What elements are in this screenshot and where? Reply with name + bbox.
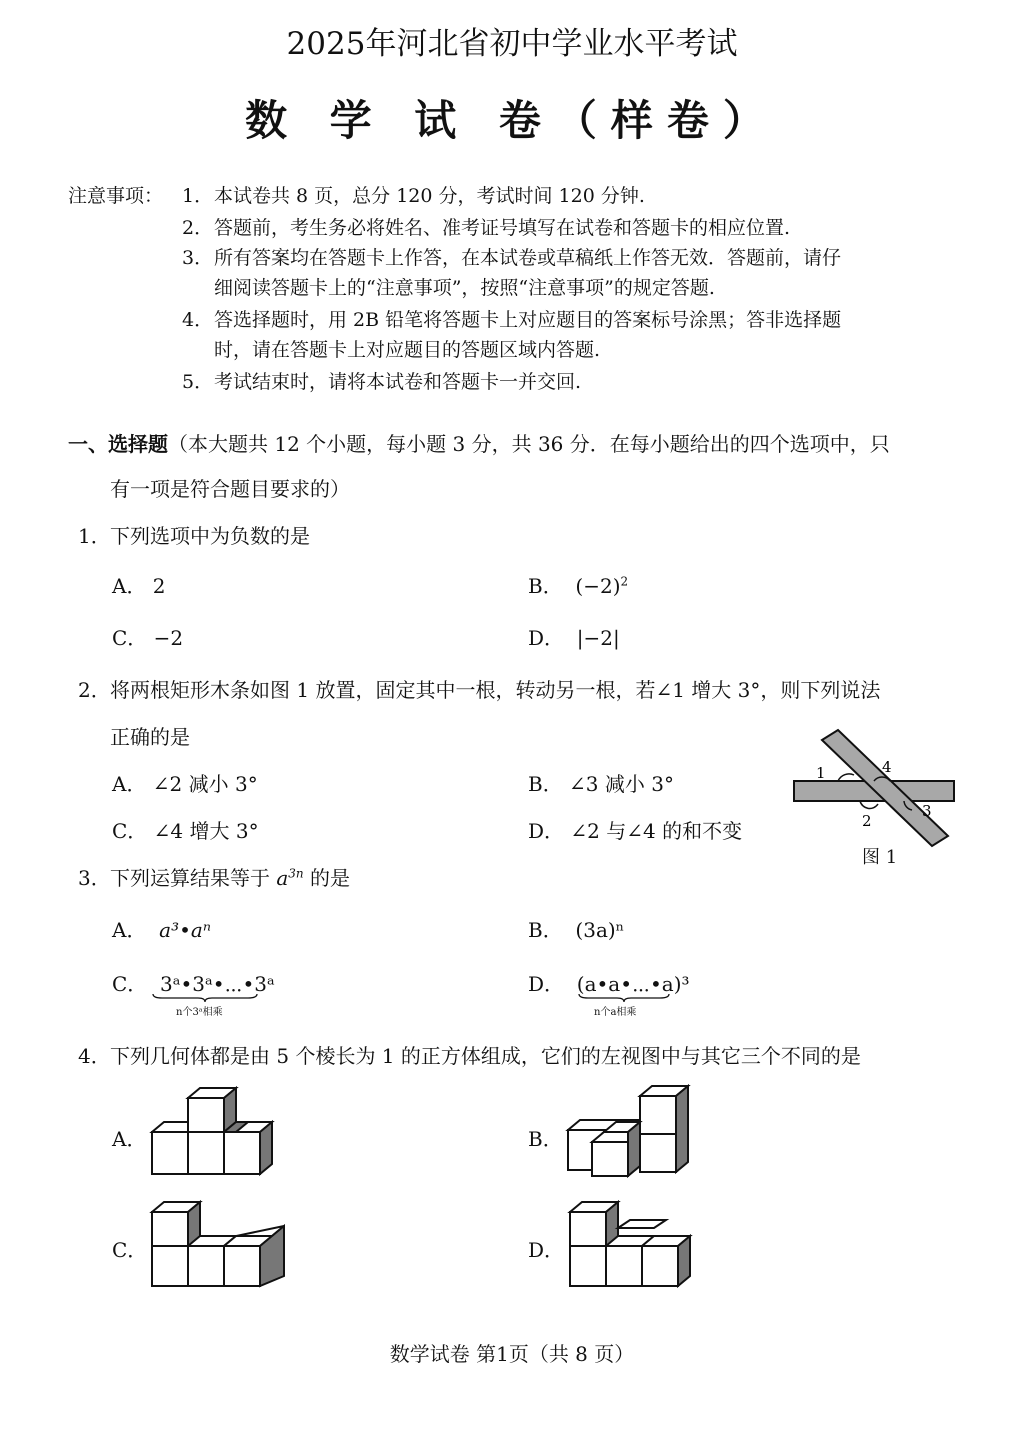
section-description-cont: 有一项是符合题目要求的） [110, 477, 350, 501]
note-number: 1． [182, 185, 214, 207]
option-b [528, 914, 624, 943]
exam-title: 2025年河北省初中学业水平考试 [286, 26, 738, 62]
option-a: A． [112, 1127, 147, 1151]
question-number: 1． [78, 524, 111, 548]
note-number: 4． [182, 309, 214, 331]
figure-1-crossed-sticks [790, 728, 960, 858]
option-expr: (−2) [575, 574, 621, 598]
option-d: D． [528, 1238, 565, 1262]
note-text: 本试卷共 8 页，总分 120 分，考试时间 120 分钟. [214, 185, 645, 207]
underbrace [152, 993, 258, 1003]
note-text: 考试结束时，请将本试卷和答题卡一并交回. [214, 371, 582, 393]
option-label: B． [528, 574, 563, 598]
note-text: 所有答案均在答题卡上作答，在本试卷或草稿纸上作答无效．答题前，请仔 [214, 247, 842, 269]
option-label: C． [112, 972, 148, 996]
option-c: C． [112, 1238, 148, 1262]
section-heading [68, 428, 890, 457]
brace-note: n个a相乘 [594, 1007, 637, 1018]
option-label: D． [528, 626, 565, 650]
solid-d [566, 1198, 706, 1290]
exponent: 2 [620, 574, 629, 589]
underbrace [578, 993, 670, 1003]
note-number: 3． [182, 247, 214, 269]
note-text: 答选择题时，用 2B 铅笔将答题卡上对应题目的答案标号涂黑；答非选择题 [214, 309, 842, 331]
stem-base: a [276, 866, 289, 890]
option-d [528, 622, 620, 651]
section-label: 一、选择题 [68, 432, 168, 456]
question-stem [110, 862, 350, 891]
option-b [528, 570, 628, 599]
section-description: （本大题共 12 个小题，每小题 3 分，共 36 分．在每小题给出的四个选项中，只 [168, 432, 890, 456]
note-text: 细阅读答题卡上的“注意事项”，按照“注意事项”的规定答题. [214, 277, 715, 299]
option-c: C． ∠4 增大 3° [112, 819, 259, 843]
solid-a [148, 1084, 278, 1179]
option-expr: |−2| [576, 626, 620, 650]
note-number: 2． [182, 217, 214, 239]
page-footer: 数学试卷 第1页（共 8 页） [389, 1342, 635, 1366]
solid-b [564, 1082, 694, 1182]
note-number: 5． [182, 371, 214, 393]
stem-text: 的是 [303, 866, 351, 890]
option-expr: (a•a•⋯•a)³ [576, 972, 690, 996]
stem-exponent: 3n [288, 866, 304, 881]
angle-label: 1 [816, 764, 826, 782]
brace-note: n个3ᵃ相乘 [176, 1007, 223, 1018]
notes-label: 注意事项： [68, 185, 164, 207]
solid-c [148, 1198, 288, 1290]
option-expr: (3a)ⁿ [575, 918, 625, 942]
question-stem-cont: 正确的是 [110, 725, 190, 749]
option-c: C． −2 [112, 626, 184, 650]
option-a: A． 2 [112, 574, 166, 598]
option-expr: a³•aⁿ [159, 918, 211, 942]
option-d: D． ∠2 与∠4 的和不变 [528, 819, 743, 843]
option-label: A． [112, 918, 147, 942]
angle-label: 4 [882, 758, 892, 776]
option-expr: 3ᵃ•3ᵃ•⋯•3ᵃ [160, 972, 275, 996]
option-a: A． ∠2 减小 3° [112, 772, 258, 796]
exam-subtitle: 数 学 试 卷（样卷） [245, 96, 779, 145]
note-text: 答题前，考生务必将姓名、准考证号填写在试卷和答题卡的相应位置. [214, 217, 791, 239]
option-b: B． [528, 1127, 563, 1151]
question-number: 4． [78, 1044, 111, 1068]
question-stem: 下列几何体都是由 5 个棱长为 1 的正方体组成，它们的左视图中与其它三个不同的是 [110, 1044, 861, 1068]
option-b: B． ∠3 减小 3° [528, 772, 674, 796]
angle-label: 3 [922, 802, 932, 820]
question-number: 3． [78, 866, 111, 890]
angle-2-arc [860, 801, 878, 808]
option-label: B． [528, 918, 563, 942]
note-text: 时，请在答题卡上对应题目的答题区域内答题. [214, 339, 601, 361]
option-label: D． [528, 972, 565, 996]
question-stem: 将两根矩形木条如图 1 放置，固定其中一根，转动另一根，若∠1 增大 3°，则下列说法 [110, 678, 881, 702]
angle-label: 2 [862, 812, 872, 830]
question-number: 2． [78, 678, 111, 702]
angle-1-arc [838, 774, 854, 781]
stem-text: 下列运算结果等于 [110, 866, 277, 890]
figure-caption: 图 1 [862, 847, 898, 868]
question-stem: 下列选项中为负数的是 [110, 524, 310, 548]
option-a [112, 914, 211, 943]
